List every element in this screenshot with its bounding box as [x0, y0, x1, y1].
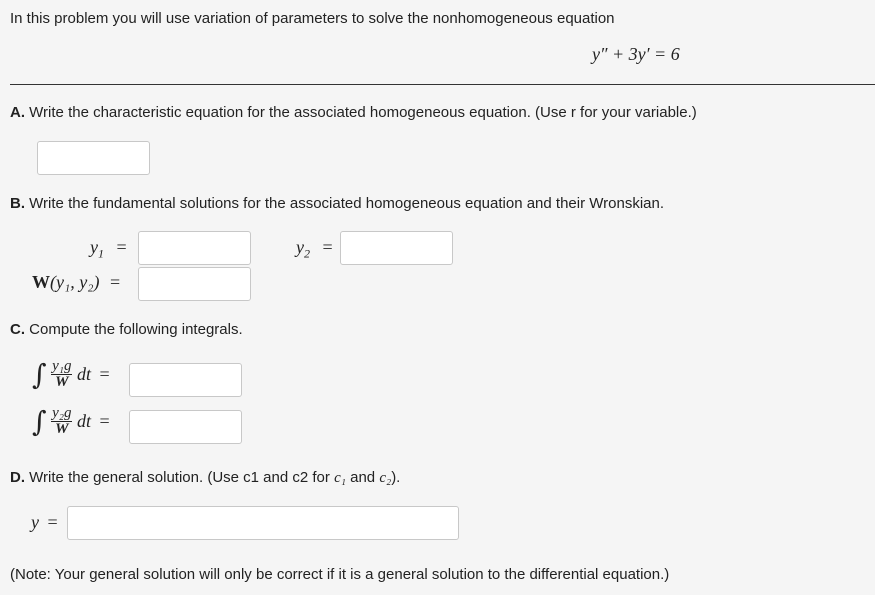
- part-c-prompt: [10, 321, 243, 338]
- general-solution-equals: =: [47, 512, 58, 532]
- y1-equals: =: [116, 237, 127, 257]
- integral-1-denominator: W: [51, 374, 72, 390]
- part-d-letter: D.: [10, 469, 25, 486]
- y1-symbol: y: [90, 237, 98, 257]
- part-a-text: Write the characteristic equation for the associated homogeneous equation. (Use r for your variable.): [29, 104, 697, 121]
- divider: [10, 84, 875, 85]
- part-d-text-after: ).: [391, 469, 401, 486]
- part-c-text: Compute the following integrals.: [29, 321, 243, 338]
- part-b-letter: B.: [10, 195, 25, 212]
- note-text: (Note: Your general solution will only be correct if it is a general solution to the differential equation.): [10, 566, 670, 583]
- integral-1-label: [32, 358, 110, 391]
- part-a-letter: A.: [10, 104, 25, 121]
- integral-2-dt: dt: [76, 411, 91, 431]
- wronskian-args: (y₁, y₂): [50, 272, 100, 292]
- y2-input[interactable]: [340, 231, 453, 265]
- integral-2-equals: =: [99, 411, 110, 431]
- y2-symbol: y: [296, 237, 304, 257]
- part-b-prompt: [10, 195, 664, 212]
- y2-label: [296, 237, 333, 262]
- part-a-prompt: [10, 104, 697, 121]
- general-solution-label: [31, 512, 58, 533]
- integral-1-input[interactable]: [129, 363, 242, 397]
- part-b-text: Write the fundamental solutions for the associated homogeneous equation and their Wronskian.: [29, 195, 665, 212]
- integral-1-equals: =: [99, 364, 110, 384]
- y2-equals: =: [322, 237, 333, 257]
- y2-subscript: 2: [304, 246, 310, 261]
- integral-2-sign: ∫: [32, 405, 47, 438]
- differential-equation: y″ + 3y′ = 6: [592, 44, 680, 64]
- integral-1-sign: ∫: [32, 358, 47, 391]
- wronskian-w: W: [32, 272, 50, 292]
- part-d-text-before: Write the general solution. (Use c1 and c2 for: [29, 469, 335, 486]
- wronskian-input[interactable]: [138, 267, 251, 301]
- part-d-and: and: [345, 469, 380, 486]
- characteristic-equation-input[interactable]: [37, 141, 150, 175]
- c2-symbol: c₂: [379, 470, 392, 486]
- integral-2-numerator: y₂g: [52, 405, 72, 421]
- integral-2-denominator: W: [51, 421, 72, 437]
- intro-text: In this problem you will use variation of parameters to solve the nonhomogeneous equation: [10, 10, 615, 27]
- part-d-prompt: [10, 469, 400, 487]
- wronskian-label: [32, 272, 120, 293]
- integral-2-input[interactable]: [129, 410, 242, 444]
- integral-1-dt: dt: [76, 364, 91, 384]
- general-solution-input[interactable]: [67, 506, 459, 540]
- integral-1-numerator: y₁g: [52, 358, 72, 374]
- c1-symbol: c₁: [334, 470, 346, 486]
- integral-1-fraction: [51, 359, 72, 390]
- integral-2-fraction: [51, 406, 72, 437]
- part-c-letter: C.: [10, 321, 25, 338]
- y1-input[interactable]: [138, 231, 251, 265]
- general-solution-y: y: [31, 512, 39, 532]
- y1-subscript: 1: [98, 246, 104, 261]
- y1-label: [90, 237, 127, 262]
- integral-2-label: [32, 405, 110, 438]
- wronskian-equals: =: [109, 272, 121, 292]
